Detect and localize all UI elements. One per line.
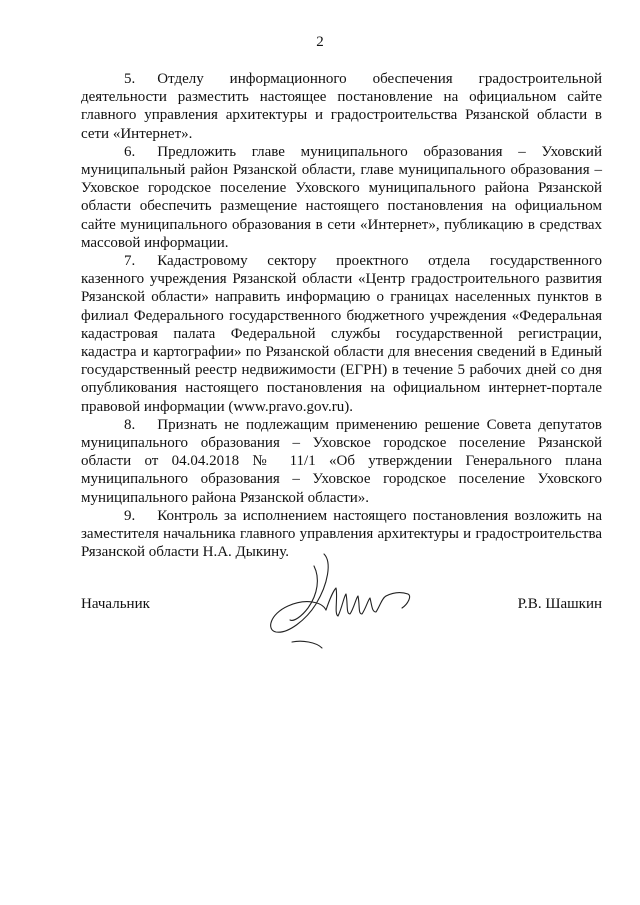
paragraph-7: [81, 252, 602, 416]
paragraph-5: [81, 70, 602, 143]
paragraph-text: Кадастровому сектору проектного отдела государственного казенного учреждения Рязанской области «Центр градостроительного развития Рязанской области» направить информацию о границах населенных пунктов в филиал Федерального государственного бюджетного учреждения «Федеральная кадастровая палата Федеральной службы государственной регистрации, кадастра и картографии» по Рязанской области для внесения сведений в Единый государственный реестр недвижимости (ЕГРН) в течение 5 рабочих дней со дня опубликования настоящего постановления на официальном интернет-портале правовой информации (www.pravo.gov.ru).: [81, 253, 602, 415]
signatory-name: Р.В. Шашкин: [517, 596, 602, 612]
paragraph-text: Отделу информационного обеспечения градостроительной деятельности разместить настоящее постановление на официальном сайте главного управления архитектуры и градостроительства Рязанской области в сети «Интернет».: [81, 71, 602, 142]
paragraph-number: 5.: [124, 71, 136, 87]
document-body: [81, 70, 602, 561]
paragraph-text: Контроль за исполнением настоящего постановления возложить на заместителя начальника главного управления архитектуры и градостроительства Рязанской области Н.А. Дыкину.: [81, 507, 602, 561]
paragraph-8: [81, 416, 602, 507]
paragraph-number: 9.: [124, 507, 136, 524]
signatory-title: Начальник: [81, 596, 150, 612]
paragraph-number: 6.: [124, 143, 136, 160]
paragraph-6: [81, 143, 602, 252]
paragraph-text: Признать не подлежащим применению решение Совета депутатов муниципального образования – Уховское городское поселение Рязанской области от 04.04.2018 № 11/1 «Об утверждении Генерального плана муниципального образования – Уховское городское поселение Уховского муниципального района Рязанской области».: [81, 416, 602, 506]
paragraph-number: 7.: [124, 253, 136, 270]
handwritten-signature: [262, 548, 422, 658]
paragraph-text: Предложить главе муниципального образования – Уховский муниципальный район Рязанской области, главе муниципального образования – Уховское городское поселение Уховского муниципального района Рязанской области обеспечить размещение настоящего постановления на официальном сайте муниципального образования в сети «Интернет», публикацию в средствах массовой информации.: [81, 143, 602, 251]
page-number: 2: [316, 34, 324, 50]
paragraph-number: 8.: [124, 416, 136, 433]
